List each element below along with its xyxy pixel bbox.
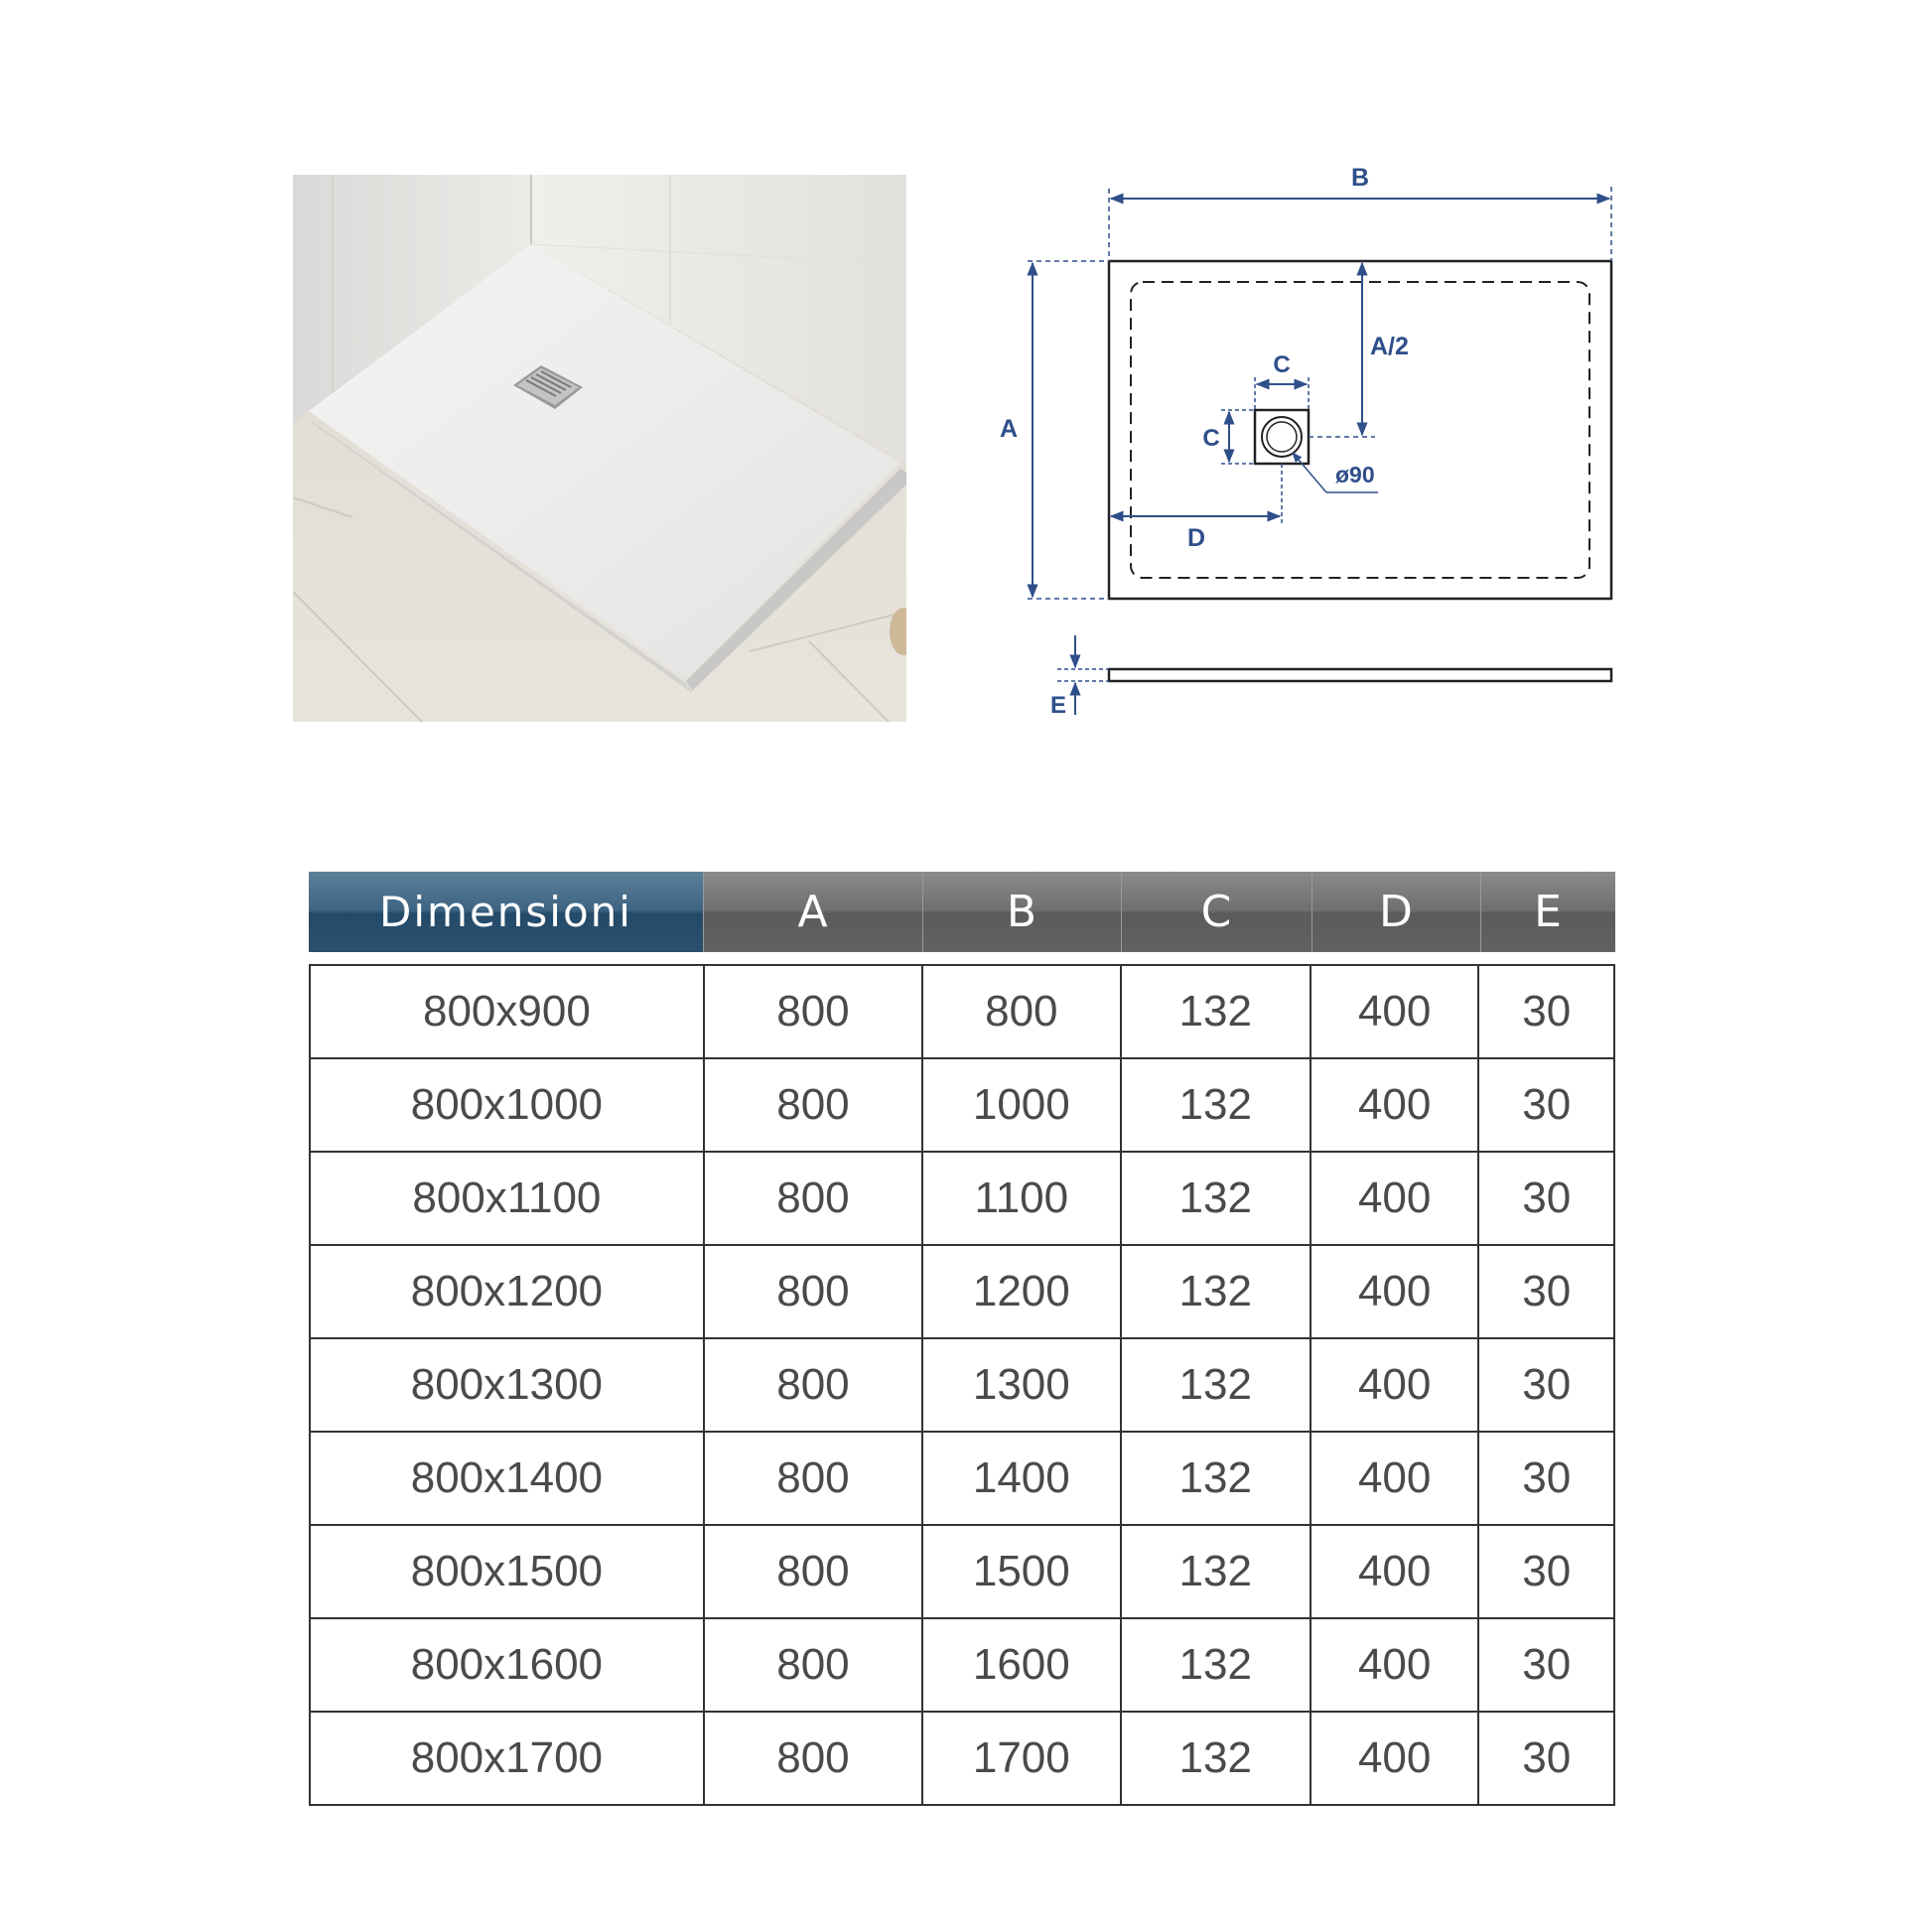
table-row (311, 1059, 1613, 1153)
table-body (309, 964, 1615, 1806)
cell-B: 800 (923, 966, 1121, 1057)
cell-dimensioni: 800x1200 (311, 1246, 705, 1337)
cell-E: 30 (1522, 1453, 1572, 1502)
table-row (311, 1619, 1613, 1713)
label-A-half: A/2 (1370, 333, 1409, 360)
cell-D: 400 (1311, 1246, 1479, 1337)
cell-A: 800 (705, 1153, 923, 1244)
cell-C: 132 (1122, 1246, 1311, 1337)
header-dimensioni: Dimensioni (309, 872, 704, 952)
cell-C: 132 (1122, 1153, 1311, 1244)
cell-C: 132 (1122, 1619, 1311, 1711)
cell-C: 132 (1122, 966, 1311, 1057)
cell-B: 1100 (923, 1153, 1121, 1244)
cell-dimensioni: 800x1700 (311, 1713, 705, 1804)
cell-D: 400 (1311, 1619, 1479, 1711)
label-C-left: C (1202, 425, 1220, 452)
cell-B: 1600 (923, 1619, 1121, 1711)
cell-A: 800 (705, 1059, 923, 1151)
cell-B: 1400 (923, 1433, 1121, 1524)
cell-A: 800 (705, 966, 923, 1057)
cell-D: 400 (1311, 1713, 1479, 1804)
cell-A: 800 (705, 1713, 923, 1804)
cell-B: 1000 (923, 1059, 1121, 1151)
header-D: D (1312, 872, 1481, 952)
cell-A: 800 (705, 1526, 923, 1617)
cell-D: 400 (1311, 966, 1479, 1057)
cell-A: 800 (705, 1433, 923, 1524)
table-row (311, 1526, 1613, 1619)
technical-drawing (933, 119, 1678, 774)
table-row (311, 1153, 1613, 1246)
cell-B: 1200 (923, 1246, 1121, 1337)
header-B: B (923, 872, 1122, 952)
cell-E: 30 (1522, 1267, 1572, 1315)
cell-dimensioni: 800x900 (311, 966, 705, 1057)
shower-tray-photo (293, 175, 906, 722)
label-B: B (1350, 164, 1370, 192)
cell-A: 800 (705, 1246, 923, 1337)
cell-D: 400 (1311, 1059, 1479, 1151)
cell-B: 1300 (923, 1339, 1121, 1431)
cell-C: 132 (1122, 1433, 1311, 1524)
table-row (311, 1433, 1613, 1526)
cell-E: 30 (1522, 1640, 1572, 1689)
cell-C: 132 (1122, 1713, 1311, 1804)
label-A: A (999, 415, 1019, 443)
dimensions-table (309, 872, 1615, 1806)
cell-E: 30 (1522, 1360, 1572, 1409)
label-D: D (1186, 524, 1206, 552)
cell-D: 400 (1311, 1153, 1479, 1244)
cell-dimensioni: 800x1600 (311, 1619, 705, 1711)
cell-A: 800 (705, 1619, 923, 1711)
label-diameter: ø90 (1335, 462, 1375, 487)
tray-profile (1109, 669, 1611, 681)
cell-C: 132 (1122, 1339, 1311, 1431)
drain-square (1255, 410, 1309, 464)
header-C: C (1122, 872, 1312, 952)
cell-D: 400 (1311, 1339, 1479, 1431)
header-E: E (1481, 872, 1615, 952)
cell-E: 30 (1522, 1547, 1572, 1595)
table-row (311, 1339, 1613, 1433)
cell-E: 30 (1522, 1173, 1572, 1222)
cell-E: 30 (1522, 1733, 1572, 1782)
table-row (311, 1713, 1613, 1804)
cell-E: 30 (1522, 987, 1572, 1035)
cell-B: 1500 (923, 1526, 1121, 1617)
product-photo (293, 175, 906, 722)
tray-outline (1109, 261, 1611, 599)
table-row (311, 966, 1613, 1059)
cell-D: 400 (1311, 1526, 1479, 1617)
cell-E: 30 (1522, 1080, 1572, 1129)
dimension-diagram (933, 119, 1678, 774)
label-C-top: C (1273, 351, 1291, 378)
label-E: E (1049, 692, 1067, 719)
cell-dimensioni: 800x1300 (311, 1339, 705, 1431)
cell-B: 1700 (923, 1713, 1121, 1804)
cell-A: 800 (705, 1339, 923, 1431)
cell-dimensioni: 800x1000 (311, 1059, 705, 1151)
cell-dimensioni: 800x1100 (311, 1153, 705, 1244)
cell-dimensioni: 800x1500 (311, 1526, 705, 1617)
table-header (309, 872, 1615, 952)
cell-C: 132 (1122, 1526, 1311, 1617)
header-A: A (704, 872, 923, 952)
cell-C: 132 (1122, 1059, 1311, 1151)
cell-D: 400 (1311, 1433, 1479, 1524)
table-row (311, 1246, 1613, 1339)
cell-dimensioni: 800x1400 (311, 1433, 705, 1524)
